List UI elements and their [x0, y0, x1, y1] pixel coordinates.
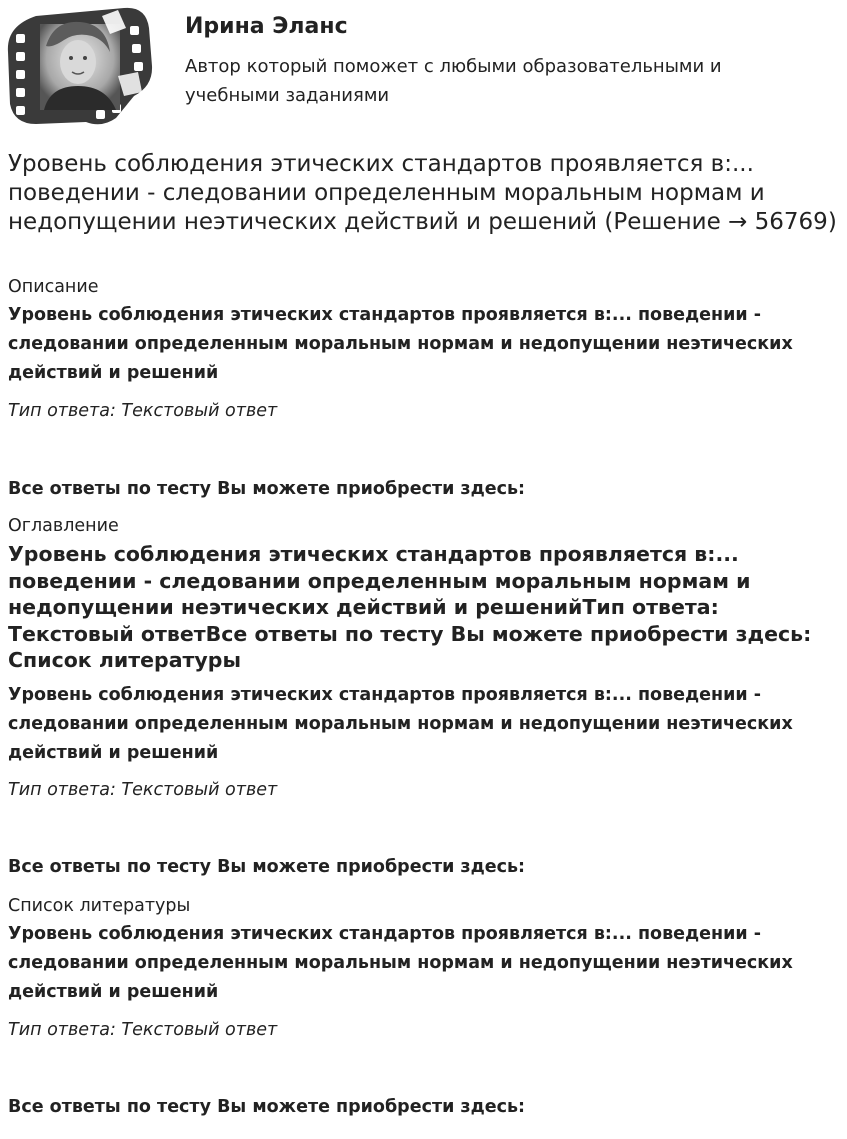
- author-card: [6, 6, 841, 128]
- contents-toc: Уровень соблюдения этических стандартов проявляется в:... поведении - следовании определенным моральным нормам и недопущении неэтических действий и решенийТип ответа: Текстовый ответВсе ответы по тесту Вы можете приобрести здесь: Список литературы: [8, 542, 812, 672]
- description-heading: Описание: [8, 277, 99, 297]
- references-purchase-link[interactable]: Все ответы по тесту Вы можете приобрести здесь:: [8, 1097, 526, 1117]
- author-name[interactable]: Ирина Эланс: [185, 14, 348, 39]
- description-answer-type: Тип ответа: Текстовый ответ: [8, 401, 278, 421]
- references-answer-type: Тип ответа: Текстовый ответ: [8, 1020, 278, 1040]
- description-purchase-link[interactable]: Все ответы по тесту Вы можете приобрести здесь:: [8, 479, 526, 499]
- contents-heading: Оглавление: [8, 516, 119, 536]
- contents-purchase-link[interactable]: Все ответы по тесту Вы можете приобрести здесь:: [8, 857, 526, 877]
- references-heading: Список литературы: [8, 896, 191, 916]
- page-title: Уровень соблюдения этических стандартов проявляется в:... поведении - следовании определенным моральным нормам и недопущении неэтических действий и решений (Решение → 56769): [8, 151, 837, 235]
- description-text: Уровень соблюдения этических стандартов проявляется в:... поведении - следовании определенным моральным нормам и недопущении неэтических действий и решений: [8, 305, 793, 383]
- references-text: Уровень соблюдения этических стандартов проявляется в:... поведении - следовании определенным моральным нормам и недопущении неэтических действий и решений: [8, 924, 793, 1002]
- contents-answer-type: Тип ответа: Текстовый ответ: [8, 780, 278, 800]
- avatar[interactable]: [6, 6, 154, 128]
- film-strip-avatar-image: [6, 6, 154, 128]
- contents-text: Уровень соблюдения этических стандартов проявляется в:... поведении - следовании определенным моральным нормам и недопущении неэтических действий и решений: [8, 685, 793, 763]
- author-description: Автор который поможет с любыми образовательными и учебными заданиями: [185, 56, 722, 106]
